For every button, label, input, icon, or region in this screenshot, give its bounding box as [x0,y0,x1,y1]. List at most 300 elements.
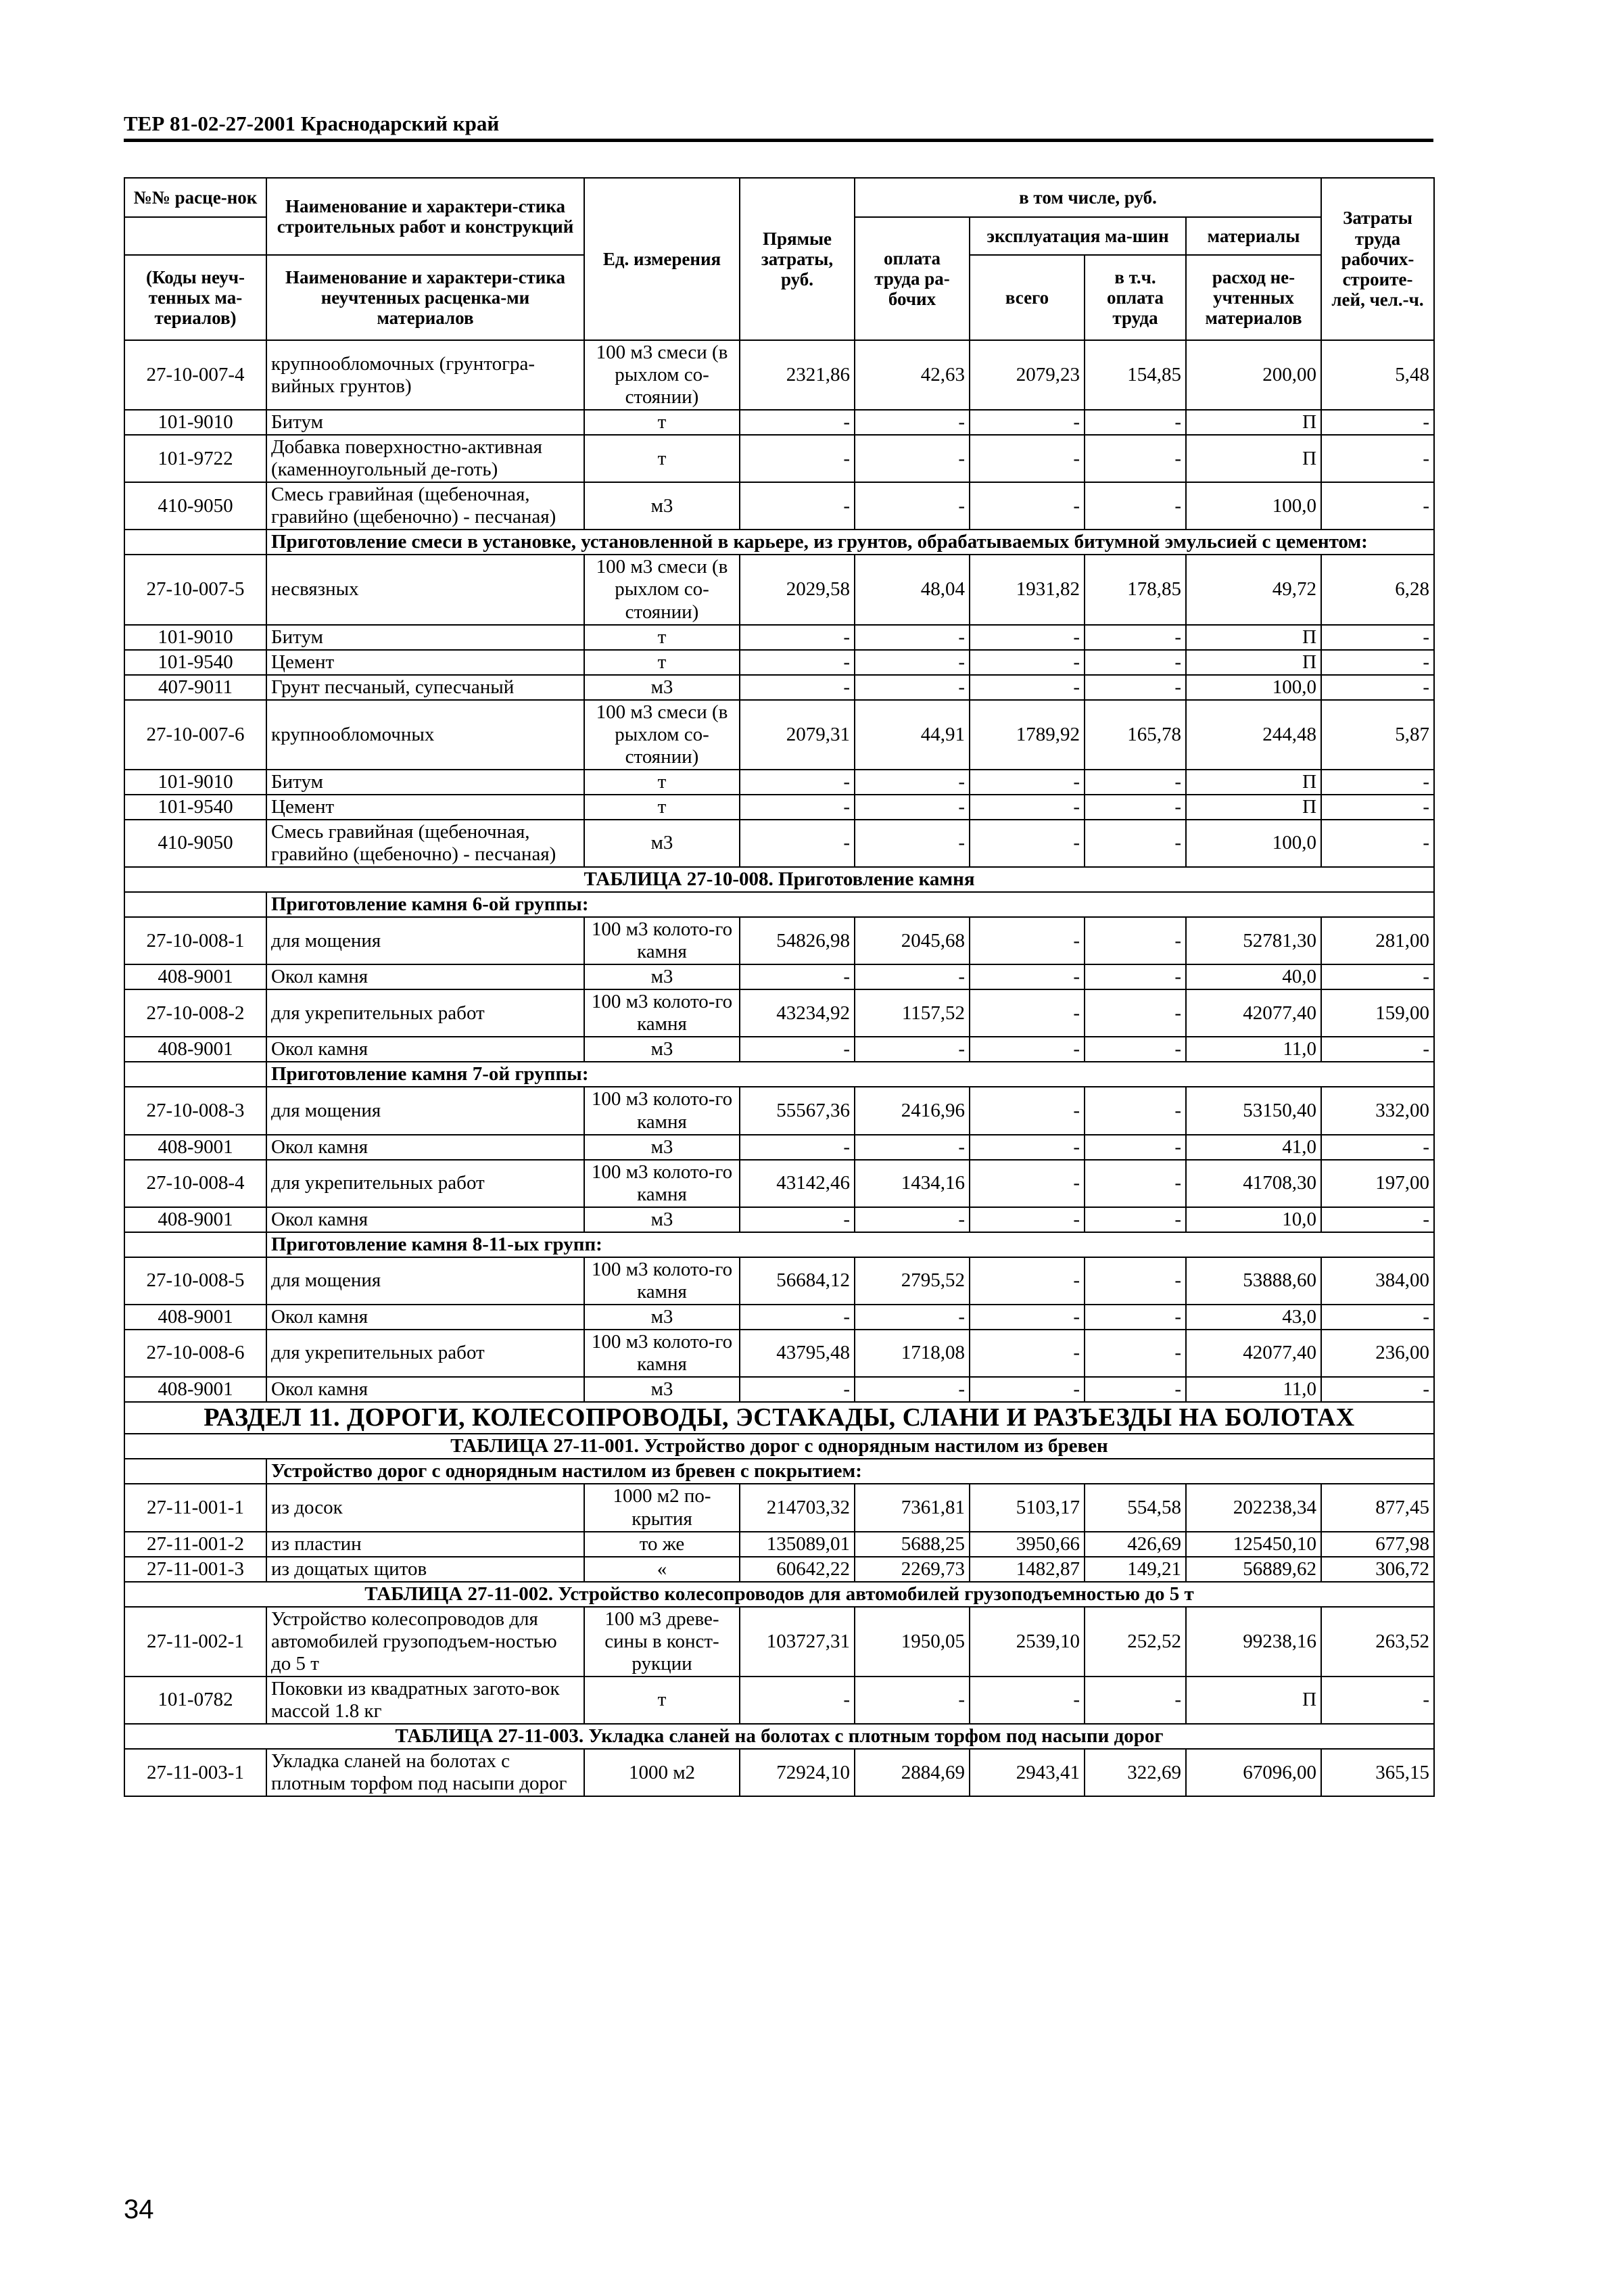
rate-code-cell: 408-9001 [124,1037,266,1062]
rate-code-cell: 27-10-008-4 [124,1160,266,1207]
rate-code-cell: 101-9010 [124,625,266,650]
table-row [124,1532,1434,1557]
unit-cell: т [584,410,740,435]
direct-cost-cell: - [740,1377,855,1402]
materials-cost-cell: П [1186,410,1321,435]
rate-code-cell: 27-10-008-3 [124,1087,266,1134]
materials-cost-cell: П [1186,1677,1321,1724]
machine-labor-pay-cell: 322,69 [1085,1749,1186,1796]
unit-cell: м3 [584,482,740,530]
direct-cost-cell: 43234,92 [740,989,855,1037]
machine-cost-cell: - [970,675,1085,700]
work-name-cell: Поковки из квадратных загото-вок массой 1.8 кг [266,1677,584,1724]
machine-cost-cell: - [970,482,1085,530]
labor-pay-cell: - [855,1377,970,1402]
work-name-cell: Окол камня [266,1305,584,1330]
machine-labor-pay-cell: 178,85 [1085,555,1186,624]
table-row [124,1677,1434,1724]
labor-pay-cell: - [855,435,970,482]
rate-code-cell: 27-10-007-5 [124,555,266,624]
materials-cost-cell: 202238,34 [1186,1484,1321,1531]
labor-hours-cell: - [1321,820,1434,867]
labor-hours-cell: 332,00 [1321,1087,1434,1134]
table-row [124,625,1434,650]
machine-cost-cell: - [970,770,1085,795]
table-row [124,770,1434,795]
machine-labor-pay-cell: - [1085,1087,1186,1134]
subheading: Приготовление смеси в установке, установленной в карьере, из грунтов, обрабатываемых битумной эмульсией с цементом: [266,530,1434,555]
work-name-cell: для укрепительных работ [266,989,584,1037]
unit-cell: 100 м3 колото-го камня [584,1257,740,1305]
materials-cost-cell: 200,00 [1186,340,1321,410]
unit-cell: м3 [584,820,740,867]
materials-cost-cell: 42077,40 [1186,989,1321,1037]
direct-cost-cell: - [740,1037,855,1062]
rate-code-cell: 27-10-008-2 [124,989,266,1037]
machine-labor-pay-cell: 554,58 [1085,1484,1186,1531]
table-caption: ТАБЛИЦА 27-11-002. Устройство колесопроводов для автомобилей грузоподъемностью до 5 т [124,1582,1434,1607]
col-mat-unacc: расход не-учтенных материалов [1186,255,1321,340]
sub-row [124,1232,1434,1257]
machine-labor-pay-cell: 252,52 [1085,1607,1186,1677]
materials-cost-cell: 11,0 [1186,1377,1321,1402]
labor-pay-cell: 1950,05 [855,1607,970,1677]
labor-pay-cell: - [855,482,970,530]
machine-cost-cell: 5103,17 [970,1484,1085,1531]
subheading: Приготовление камня 6-ой группы: [266,892,1434,917]
table-body [124,340,1434,1796]
labor-hours-cell: - [1321,1677,1434,1724]
materials-cost-cell: 40,0 [1186,964,1321,989]
direct-cost-cell: 135089,01 [740,1532,855,1557]
labor-pay-cell: - [855,795,970,820]
unit-cell: 100 м3 колото-го камня [584,1087,740,1134]
rate-code-cell: 27-10-008-6 [124,1330,266,1377]
direct-cost-cell: - [740,435,855,482]
col-labor-pay: оплата труда ра-бочих [855,217,970,340]
machine-cost-cell: - [970,1677,1085,1724]
table-row [124,989,1434,1037]
sub-row [124,1062,1434,1087]
labor-hours-cell: - [1321,795,1434,820]
rate-code-cell: 101-9540 [124,650,266,675]
rates-table [124,177,1435,1797]
unit-cell: т [584,650,740,675]
machine-cost-cell: 2943,41 [970,1749,1085,1796]
work-name-cell: несвязных [266,555,584,624]
rate-code-cell: 407-9011 [124,675,266,700]
labor-pay-cell: 5688,25 [855,1532,970,1557]
empty-cell [124,892,266,917]
rate-code-cell: 408-9001 [124,1305,266,1330]
machine-labor-pay-cell: - [1085,675,1186,700]
unit-cell: 100 м3 древе-сины в конст-рукции [584,1607,740,1677]
col-mach-total: всего [970,255,1085,340]
work-name-cell: Устройство колесопроводов для автомобилей грузоподъем-ностью до 5 т [266,1607,584,1677]
materials-cost-cell: П [1186,650,1321,675]
caption-row [124,1434,1434,1459]
labor-hours-cell: 263,52 [1321,1607,1434,1677]
col-name-bottom: Наименование и характери-стика неучтенных расценка-ми материалов [266,255,584,340]
table-caption: ТАБЛИЦА 27-10-008. Приготовление камня [124,867,1434,892]
unit-cell: 100 м3 колото-го камня [584,1330,740,1377]
empty-cell [124,1232,266,1257]
materials-cost-cell: П [1186,795,1321,820]
work-name-cell: Окол камня [266,1377,584,1402]
labor-pay-cell: 44,91 [855,700,970,770]
work-name-cell: из дощатых щитов [266,1557,584,1582]
unit-cell: « [584,1557,740,1582]
machine-labor-pay-cell: - [1085,1257,1186,1305]
machine-labor-pay-cell: 149,21 [1085,1557,1186,1582]
machine-cost-cell: - [970,795,1085,820]
materials-cost-cell: 10,0 [1186,1207,1321,1232]
caption-row [124,1724,1434,1749]
labor-pay-cell: 1718,08 [855,1330,970,1377]
work-name-cell: для укрепительных работ [266,1330,584,1377]
rate-code-cell: 101-9722 [124,435,266,482]
labor-hours-cell: - [1321,650,1434,675]
work-name-cell: Битум [266,625,584,650]
machine-cost-cell: - [970,1305,1085,1330]
rate-code-cell: 27-11-003-1 [124,1749,266,1796]
machine-labor-pay-cell: - [1085,1207,1186,1232]
table-row [124,1749,1434,1796]
table-row [124,964,1434,989]
col-code-bottom: (Коды неуч-тенных ма-териалов) [124,255,266,340]
rate-code-cell: 101-0782 [124,1677,266,1724]
machine-labor-pay-cell: - [1085,1305,1186,1330]
direct-cost-cell: 72924,10 [740,1749,855,1796]
work-name-cell: Окол камня [266,1135,584,1160]
machine-cost-cell: - [970,1377,1085,1402]
unit-cell: 100 м3 колото-го камня [584,989,740,1037]
col-mach-labor: в т.ч. оплата труда [1085,255,1186,340]
unit-cell: м3 [584,1037,740,1062]
materials-cost-cell: 53888,60 [1186,1257,1321,1305]
header-rule [124,139,1433,142]
labor-hours-cell: - [1321,1037,1434,1062]
labor-pay-cell: 48,04 [855,555,970,624]
unit-cell: т [584,625,740,650]
subheading: Устройство дорог с однорядным настилом из бревен с покрытием: [266,1459,1434,1484]
materials-cost-cell: 56889,62 [1186,1557,1321,1582]
labor-pay-cell: - [855,650,970,675]
materials-cost-cell: 43,0 [1186,1305,1321,1330]
labor-hours-cell: 877,45 [1321,1484,1434,1531]
sub-row [124,530,1434,555]
unit-cell: 100 м3 колото-го камня [584,917,740,964]
work-name-cell: для мощения [266,917,584,964]
direct-cost-cell: - [740,482,855,530]
machine-labor-pay-cell: - [1085,650,1186,675]
rate-code-cell: 101-9010 [124,410,266,435]
machine-cost-cell: - [970,1207,1085,1232]
direct-cost-cell: - [740,820,855,867]
materials-cost-cell: 244,48 [1186,700,1321,770]
table-row [124,700,1434,770]
unit-cell: т [584,435,740,482]
work-name-cell: Окол камня [266,1037,584,1062]
machine-labor-pay-cell: - [1085,795,1186,820]
machine-cost-cell: - [970,989,1085,1037]
rate-code-cell: 27-11-001-1 [124,1484,266,1531]
labor-hours-cell: 365,15 [1321,1749,1434,1796]
machine-cost-cell: - [970,1037,1085,1062]
labor-hours-cell: 5,48 [1321,340,1434,410]
labor-pay-cell: - [855,1305,970,1330]
direct-cost-cell: - [740,410,855,435]
direct-cost-cell: 103727,31 [740,1607,855,1677]
rate-code-cell: 101-9540 [124,795,266,820]
materials-cost-cell: 41708,30 [1186,1160,1321,1207]
labor-hours-cell: - [1321,675,1434,700]
labor-pay-cell: 2269,73 [855,1557,970,1582]
table-row [124,1305,1434,1330]
direct-cost-cell: 60642,22 [740,1557,855,1582]
labor-hours-cell: 384,00 [1321,1257,1434,1305]
direct-cost-cell: 54826,98 [740,917,855,964]
rate-code-cell: 27-11-001-2 [124,1532,266,1557]
rate-code-cell: 27-11-002-1 [124,1607,266,1677]
work-name-cell: Смесь гравийная (щебеночная, гравийно (щебеночно) - песчаная) [266,820,584,867]
unit-cell: то же [584,1532,740,1557]
table-caption: ТАБЛИЦА 27-11-003. Укладка сланей на болотах с плотным торфом под насыпи дорог [124,1724,1434,1749]
rate-code-cell: 27-10-008-1 [124,917,266,964]
labor-hours-cell: 6,28 [1321,555,1434,624]
machine-cost-cell: - [970,1087,1085,1134]
direct-cost-cell: - [740,795,855,820]
machine-cost-cell: - [970,1135,1085,1160]
col-code-spacer [124,217,266,236]
col-code-spacer-2 [124,236,266,255]
machine-labor-pay-cell: - [1085,625,1186,650]
unit-cell: м3 [584,1305,740,1330]
unit-cell: м3 [584,964,740,989]
machine-cost-cell: - [970,410,1085,435]
machine-cost-cell: 1931,82 [970,555,1085,624]
sub-row [124,1459,1434,1484]
col-labor-cost: Затраты труда рабочих-строите-лей, чел.-ч. [1321,178,1434,340]
labor-hours-cell: 677,98 [1321,1532,1434,1557]
machine-labor-pay-cell: - [1085,964,1186,989]
labor-pay-cell: 2416,96 [855,1087,970,1134]
materials-cost-cell: 42077,40 [1186,1330,1321,1377]
direct-cost-cell: - [740,770,855,795]
labor-pay-cell: 7361,81 [855,1484,970,1531]
machine-labor-pay-cell: - [1085,1160,1186,1207]
labor-hours-cell: - [1321,1377,1434,1402]
labor-hours-cell: - [1321,625,1434,650]
labor-hours-cell: - [1321,1305,1434,1330]
machine-labor-pay-cell: 426,69 [1085,1532,1186,1557]
table-row [124,917,1434,964]
materials-cost-cell: 100,0 [1186,482,1321,530]
table-row [124,650,1434,675]
empty-cell [124,530,266,555]
machine-labor-pay-cell: - [1085,482,1186,530]
table-caption: ТАБЛИЦА 27-11-001. Устройство дорог с однорядным настилом из бревен [124,1434,1434,1459]
labor-pay-cell: 2884,69 [855,1749,970,1796]
table-row [124,1377,1434,1402]
machine-labor-pay-cell: - [1085,410,1186,435]
direct-cost-cell: - [740,1677,855,1724]
rate-code-cell: 408-9001 [124,964,266,989]
unit-cell: м3 [584,675,740,700]
direct-cost-cell: 43142,46 [740,1160,855,1207]
materials-cost-cell: П [1186,435,1321,482]
direct-cost-cell: 55567,36 [740,1087,855,1134]
labor-hours-cell: - [1321,1135,1434,1160]
labor-pay-cell: - [855,1677,970,1724]
materials-cost-cell: П [1186,625,1321,650]
materials-cost-cell: 49,72 [1186,555,1321,624]
work-name-cell: для укрепительных работ [266,1160,584,1207]
table-row [124,1037,1434,1062]
work-name-cell: Окол камня [266,1207,584,1232]
direct-cost-cell: - [740,650,855,675]
direct-cost-cell: - [740,1135,855,1160]
unit-cell: 100 м3 смеси (в рыхлом со-стоянии) [584,340,740,410]
col-direct: Прямые затраты, руб. [740,178,855,340]
labor-pay-cell: - [855,964,970,989]
table-row [124,435,1434,482]
col-unit: Ед. измерения [584,178,740,340]
machine-cost-cell: 1482,87 [970,1557,1085,1582]
materials-cost-cell: 52781,30 [1186,917,1321,964]
unit-cell: м3 [584,1135,740,1160]
direct-cost-cell: - [740,1207,855,1232]
machine-labor-pay-cell: - [1085,1677,1186,1724]
machine-labor-pay-cell: - [1085,435,1186,482]
work-name-cell: крупнообломочных (грунтогра-вийных грунтов) [266,340,584,410]
labor-hours-cell: 281,00 [1321,917,1434,964]
machine-labor-pay-cell: - [1085,1135,1186,1160]
work-name-cell: Окол камня [266,964,584,989]
machine-cost-cell: - [970,1330,1085,1377]
col-name-top: Наименование и характери-стика строительных работ и конструкций [266,178,584,255]
work-name-cell: Битум [266,410,584,435]
rate-code-cell: 101-9010 [124,770,266,795]
subheading: Приготовление камня 7-ой группы: [266,1062,1434,1087]
machine-cost-cell: 3950,66 [970,1532,1085,1557]
labor-hours-cell: 306,72 [1321,1557,1434,1582]
table-row [124,1557,1434,1582]
labor-pay-cell: - [855,1135,970,1160]
materials-cost-cell: 41,0 [1186,1135,1321,1160]
labor-hours-cell: - [1321,1207,1434,1232]
col-materials: материалы [1186,217,1321,255]
direct-cost-cell: - [740,1305,855,1330]
machine-labor-pay-cell: - [1085,1377,1186,1402]
table-row [124,340,1434,410]
table-row [124,482,1434,530]
rate-code-cell: 27-10-007-6 [124,700,266,770]
direct-cost-cell: 56684,12 [740,1257,855,1305]
labor-hours-cell: - [1321,770,1434,795]
machine-labor-pay-cell: - [1085,989,1186,1037]
direct-cost-cell: 43795,48 [740,1330,855,1377]
labor-pay-cell: - [855,1037,970,1062]
rate-code-cell: 408-9001 [124,1207,266,1232]
materials-cost-cell: 99238,16 [1186,1607,1321,1677]
materials-cost-cell: 100,0 [1186,820,1321,867]
table-row [124,675,1434,700]
unit-cell: 100 м3 колото-го камня [584,1160,740,1207]
unit-cell: т [584,795,740,820]
labor-pay-cell: 1157,52 [855,989,970,1037]
rate-code-cell: 410-9050 [124,482,266,530]
col-machines: эксплуатация ма-шин [970,217,1186,255]
materials-cost-cell: 100,0 [1186,675,1321,700]
labor-hours-cell: 5,87 [1321,700,1434,770]
machine-cost-cell: - [970,964,1085,989]
work-name-cell: крупнообломочных [266,700,584,770]
unit-cell: 1000 м2 по-крытия [584,1484,740,1531]
labor-pay-cell: - [855,675,970,700]
work-name-cell: Смесь гравийная (щебеночная, гравийно (щебеночно) - песчаная) [266,482,584,530]
labor-pay-cell: 2045,68 [855,917,970,964]
col-incl: в том числе, руб. [855,178,1321,217]
col-code-top: №№ расце-нок [124,178,266,217]
caption-row [124,867,1434,892]
machine-labor-pay-cell: - [1085,1330,1186,1377]
labor-pay-cell: - [855,770,970,795]
table-row [124,1087,1434,1134]
table-row [124,1207,1434,1232]
labor-pay-cell: 42,63 [855,340,970,410]
table-row [124,1484,1434,1531]
labor-hours-cell: - [1321,435,1434,482]
direct-cost-cell: - [740,675,855,700]
machine-labor-pay-cell: - [1085,770,1186,795]
machine-cost-cell: 2539,10 [970,1607,1085,1677]
table-row [124,820,1434,867]
work-name-cell: из досок [266,1484,584,1531]
work-name-cell: Грунт песчаный, супесчаный [266,675,584,700]
labor-pay-cell: - [855,410,970,435]
machine-cost-cell: 2079,23 [970,340,1085,410]
section-title: РАЗДЕЛ 11. ДОРОГИ, КОЛЕСОПРОВОДЫ, ЭСТАКАДЫ, СЛАНИ И РАЗЪЕЗДЫ НА БОЛОТАХ [124,1402,1434,1434]
section-row [124,1402,1434,1434]
work-name-cell: Битум [266,770,584,795]
machine-cost-cell: - [970,435,1085,482]
unit-cell: м3 [584,1377,740,1402]
sub-row [124,892,1434,917]
direct-cost-cell: 214703,32 [740,1484,855,1531]
direct-cost-cell: 2029,58 [740,555,855,624]
table-row [124,795,1434,820]
page-number: 34 [124,2195,154,2224]
caption-row [124,1582,1434,1607]
labor-hours-cell: - [1321,964,1434,989]
labor-hours-cell: 197,00 [1321,1160,1434,1207]
machine-labor-pay-cell: 154,85 [1085,340,1186,410]
rate-code-cell: 27-10-008-5 [124,1257,266,1305]
direct-cost-cell: 2321,86 [740,340,855,410]
materials-cost-cell: 125450,10 [1186,1532,1321,1557]
table-header [124,178,1434,340]
labor-pay-cell: 1434,16 [855,1160,970,1207]
labor-hours-cell: 236,00 [1321,1330,1434,1377]
rate-code-cell: 410-9050 [124,820,266,867]
labor-pay-cell: - [855,1207,970,1232]
labor-pay-cell: 2795,52 [855,1257,970,1305]
rate-code-cell: 27-10-007-4 [124,340,266,410]
unit-cell: 100 м3 смеси (в рыхлом со-стоянии) [584,555,740,624]
direct-cost-cell: - [740,964,855,989]
work-name-cell: Цемент [266,795,584,820]
